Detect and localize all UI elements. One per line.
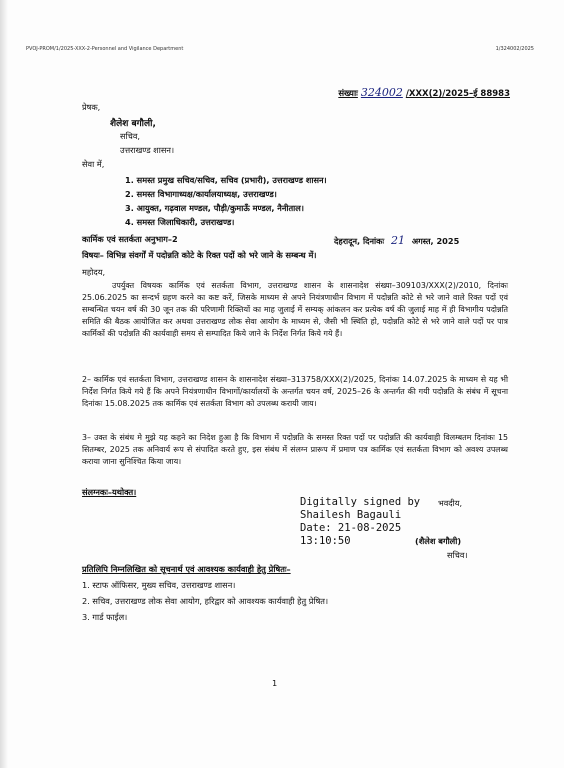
digital-signature-line: Digitally signed by bbox=[300, 496, 421, 508]
sender-office: उत्तराखण्ड शासन। bbox=[120, 145, 175, 155]
enclosure-note: संलग्नकः–यथोक्त। bbox=[82, 487, 137, 497]
digital-signature-line: 13:10:50 bbox=[300, 535, 351, 547]
body-paragraph-3: 3– उक्त के संबंध मे मुझे यह कहने का निदेश हुआ है कि विभाग में पदोन्नति के समस्त रिक्त पदों पर पदोन्नति की कार्यवाही विलम्बतम दिनांकः 15 सितम्बर, 2025 तक अनिवार्य रूप से संपादित करते हुए, इस संबंध में संलग्न प्रारूप में प्रमाण पत्र कार्मिक एवं सतर्कता विभाग को अवश्य उपलब्ध कराया जाना सुनिश्चित किया जाय। bbox=[82, 433, 508, 466]
scan-edge-shadow bbox=[0, 0, 8, 768]
recipients-label: सेवा में, bbox=[82, 159, 105, 169]
file-header-right: 1/324002/2025 bbox=[495, 46, 534, 52]
digital-signature-line: Date: 21-08-2025 bbox=[300, 522, 402, 534]
body-paragraph-1: उपर्युक्त विषयक कार्मिक एवं सतर्कता विभाग, उत्तराखण्ड शासन के शासनादेश संख्या–309103/XXX(2)/2010, दिनांकः 25.06.2025 का सन्दर्भ ग्रहण करने का कष्ट करें, जिसके माध्यम से अपने नियंत्रणाधीन विभाग में पदोन्नति कोटे से भरे जाने वाले रिक्त पदों एवं सम्बन्धित चयन वर्ष की 30 जून तक की परिणामी रिक्तियों का माह जुलाई में सम्यक् आंकलन कर प्रत्येक वर्ष की जुलाई माह में ही विभागीय पदोन्नति समिति की बैठक आयोजित कर अथवा उत्तराखण्ड लोक सेवा आयोग के माध्यम से, जैसी भी स्थिति हो, पदोन्नति कोटे से भरे जाने वाले पदों पर पात्र कार्मिकों की पदोन्नति की कार्यवाही समय से सम्पादित किये जाने के निर्देश निर्गत किये गये हैं। bbox=[82, 281, 508, 338]
reference-prefix: संख्याः bbox=[338, 89, 358, 99]
recipient-item: 2. समस्त विभागाध्यक्ष/कार्यालयाध्यक्ष, उत्तराखण्ड। bbox=[125, 189, 277, 199]
closing-designation: सचिव। bbox=[447, 550, 468, 560]
place-date bbox=[334, 234, 459, 247]
recipient-item: 4. समस्त जिलाधिकारी, उत्तराखण्ड। bbox=[125, 217, 235, 227]
copy-item: 1. स्टाफ ऑफिसर, मुख्य सचिव, उत्तराखण्ड शासन। bbox=[82, 580, 236, 590]
copy-heading: प्रतिलिपि निम्नलिखित को सूचनार्थ एवं आवश्यक कार्यवाही हेतु प्रेषितः– bbox=[82, 564, 291, 574]
department-section: कार्मिक एवं सतर्कता अनुभाग–2 bbox=[82, 234, 178, 244]
closing-faithfully: भवदीय, bbox=[438, 498, 463, 508]
recipient-item: 3. आयुक्त, गढ़वाल मण्डल, पौड़ी/कुमाऊँ मण्डल, नैनीताल। bbox=[125, 203, 304, 213]
page-number: 1 bbox=[272, 678, 278, 688]
digital-signature-block bbox=[300, 496, 420, 548]
salutation: महोदय, bbox=[82, 267, 106, 277]
copy-item: 2. सचिव, उत्तराखण्ड लोक सेवा आयोग, हरिद्वार को आवश्यक कार्यवाही हेतु प्रेषित। bbox=[82, 596, 329, 606]
handwritten-day: 21 bbox=[390, 234, 405, 247]
reference-handwritten-number: 324002 bbox=[360, 86, 403, 99]
recipient-item: 1. समस्त प्रमुख सचिव/सचिव, सचिव (प्रभारी), उत्तराखण्ड शासन। bbox=[125, 175, 327, 185]
copy-item: 3. गार्ड फाईल। bbox=[82, 612, 128, 622]
sender-designation: सचिव, bbox=[120, 131, 141, 141]
body-paragraph-2: 2– कार्मिक एवं सतर्कता विभाग, उत्तराखण्ड शासन के शासनादेश संख्या–313758/XXX(2)/2025, दिनांकः 14.07.2025 के माध्यम से यह भी निर्देश निर्गत किये गये हैं कि अपने नियंत्रणाधीन विभागों/कार्यालयों के अन्तर्गत चयन वर्ष, 2025–26 के अन्तर्गत की गयी पदोन्नति के संबंध में सूचना दिनांकः 15.08.2025 तक कार्मिक एवं सतर्कता विभाग को उपलब्ध करायी जाय। bbox=[82, 375, 508, 408]
reference-number bbox=[338, 86, 510, 99]
month-year: अगस्त, 2025 bbox=[411, 236, 460, 246]
sender-name: शैलेश बगौली, bbox=[110, 119, 156, 129]
digital-signature-line: Shailesh Bagauli bbox=[300, 509, 402, 521]
sender-label: प्रेषक, bbox=[82, 102, 101, 112]
reference-suffix: /XXX(2)/2025–ई 88983 bbox=[405, 89, 510, 99]
closing-name: (शैलेश बगौली) bbox=[415, 536, 462, 546]
subject-line: विषयः– विभिन्न संवर्गों में पदोन्नति कोटे के रिक्त पदों को भरे जाने के सम्बन्ध में। bbox=[82, 250, 317, 260]
file-header-left: PVOJ-PROM/1/2025-XXX-2-Personnel and Vigilance Department bbox=[26, 46, 184, 52]
place-date-prefix: देहरादून, दिनांकः bbox=[334, 236, 385, 246]
